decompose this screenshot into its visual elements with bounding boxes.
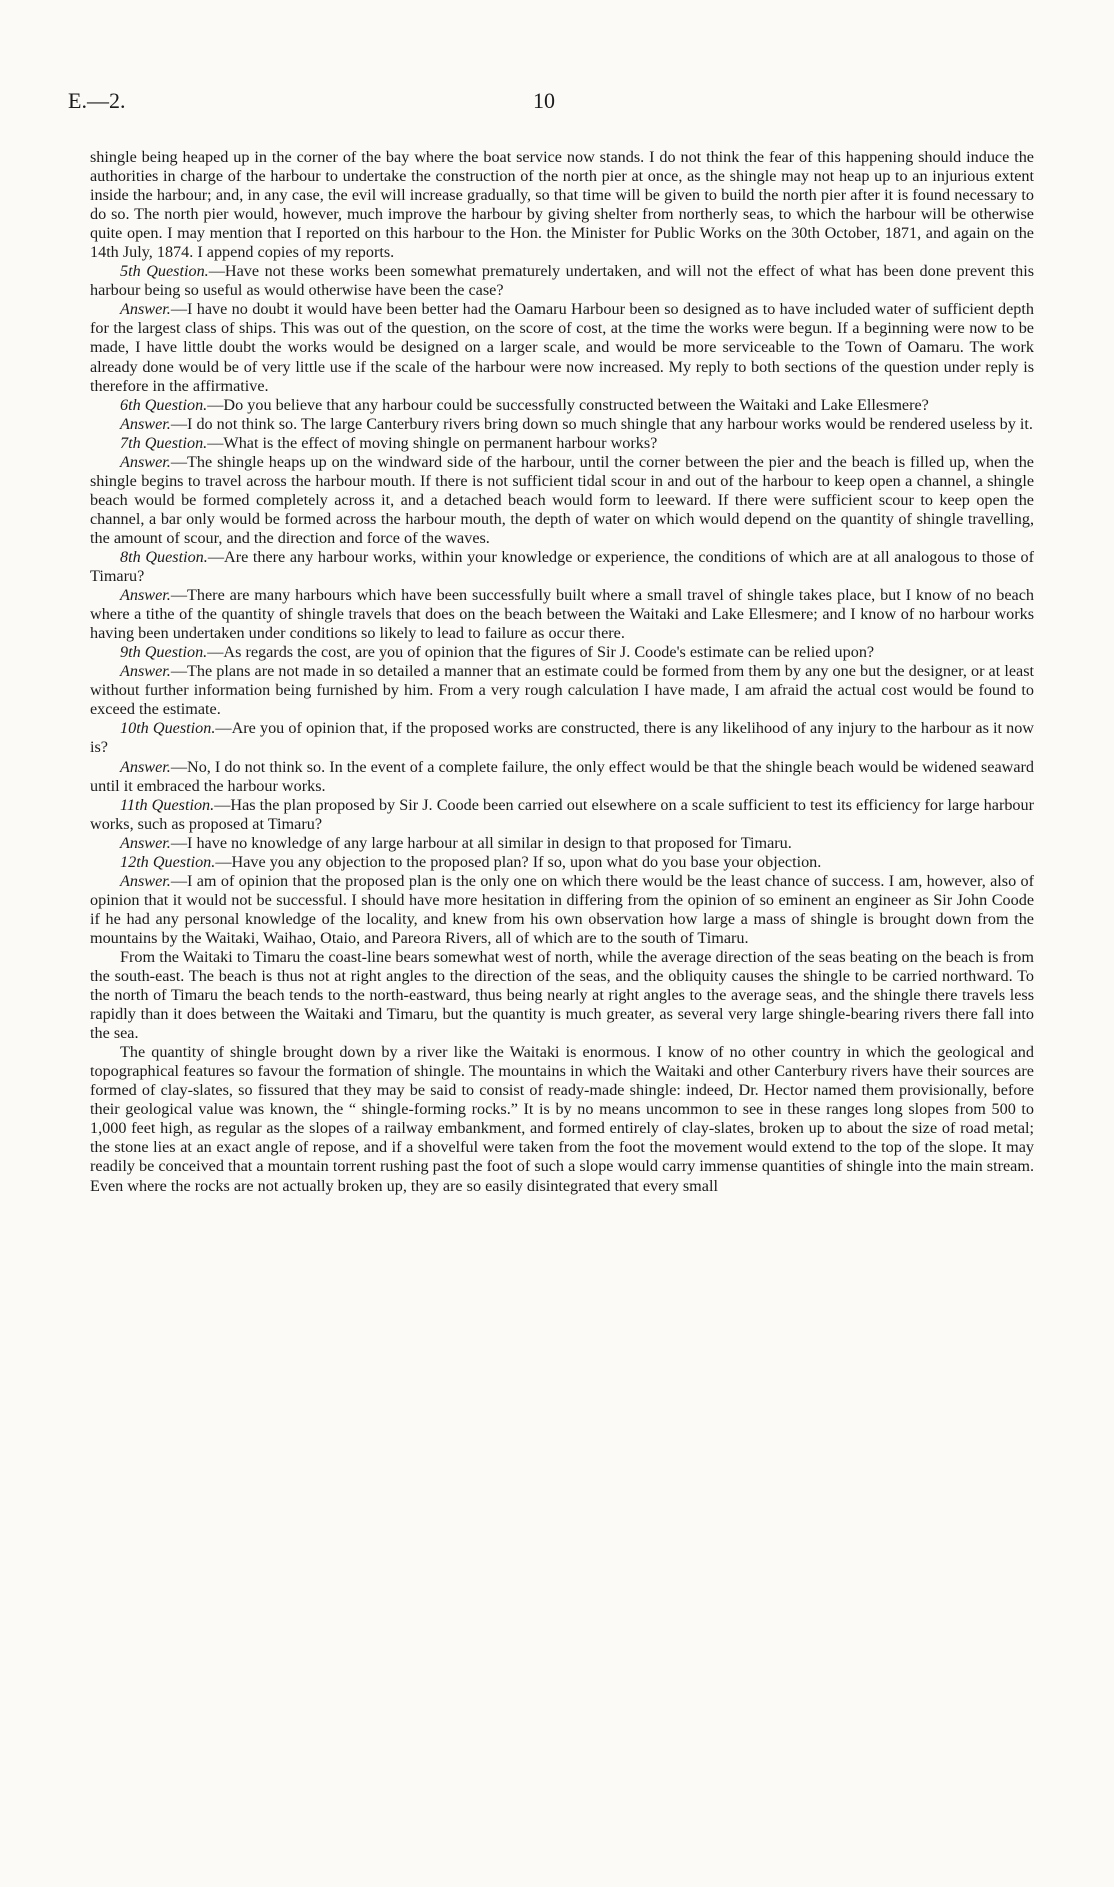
answer-label: Answer. (120, 452, 171, 471)
answer-paragraph (90, 453, 1034, 548)
answer-paragraph (90, 586, 1034, 643)
answer-label: Answer. (120, 414, 171, 433)
question-label: 6th Question. (120, 395, 208, 414)
answer-label: Answer. (120, 662, 171, 681)
answer-paragraph (90, 415, 1034, 434)
paragraph-text: —Have not these works been somewhat prematurely undertaken, and will not the effect of what has been done prevent this harbour being so useful as would otherwise have been the case? (90, 262, 1034, 300)
question-label: 8th Question. (120, 547, 208, 566)
document-body (90, 148, 1034, 1196)
paragraph (90, 1043, 1034, 1195)
paragraph-text: —I have no knowledge of any large harbour at all similar in design to that proposed for Timaru. (170, 833, 792, 852)
paragraph-text: —Are you of opinion that, if the proposed works are constructed, there is any likelihood of any injury to the harbour as it now is? (90, 719, 1034, 757)
document-reference: E.—2. (68, 88, 126, 113)
paragraph-text: —There are many harbours which have been successfully built where a small travel of shingle takes place, but I know of no beach where a tithe of the quantity of shingle travels that does on the beach between the Waitaki and Lake Ellesmere; and I know of no harbour works having been undertaken under conditions so likely to lead to failure as occur there. (90, 586, 1034, 643)
paragraph-text: —Has the plan proposed by Sir J. Coode been carried out elsewhere on a scale sufficient to test its efficiency for large harbour works, such as proposed at Timaru? (90, 795, 1035, 833)
paragraph-text: —As regards the cost, are you of opinion that the figures of Sir J. Coode's estimate can be relied upon? (207, 643, 875, 662)
answer-label: Answer. (120, 300, 171, 319)
paragraph-text: shingle being heaped up in the corner of the bay where the boat service now stands. I do not think the fear of this happening should induce the authorities in charge of the harbour to undertake the construction of the north pier at once, as the shingle may not heap up to an injurious extent inside the harbour; and, in any case, the evil will increase gradually, so that time will be given to build the north pier after it is found necessary to do so. The north pier would, however, much improve the harbour by giving shelter from northerly seas, to which the harbour will be otherwise quite open. I may mention that I reported on this harbour to the Hon. the Minister for Public Works on the 30th October, 1871, and again on the 14th July, 1874. I append copies of my reports. (90, 148, 1034, 262)
question-label: 5th Question. (120, 262, 209, 281)
question-paragraph (90, 548, 1034, 586)
answer-paragraph (90, 300, 1034, 395)
question-paragraph (90, 262, 1034, 300)
paragraph-text: —What is the effect of moving shingle on permanent harbour works? (207, 433, 658, 452)
answer-label: Answer. (120, 586, 171, 605)
answer-paragraph (90, 872, 1034, 948)
paragraph-text: —No, I do not think so. In the event of a complete failure, the only effect would be that the shingle beach would be widened seaward until it embraced the harbour works. (90, 757, 1034, 795)
question-label: 11th Question. (120, 795, 215, 814)
paragraph (90, 148, 1034, 262)
question-paragraph (90, 434, 1034, 453)
paragraph-text: —Are there any harbour works, within your knowledge or experience, the conditions of which are at all analogous to those of Timaru? (90, 547, 1034, 586)
question-label: 7th Question. (120, 433, 208, 452)
question-label: 9th Question. (120, 643, 208, 662)
answer-paragraph (90, 758, 1034, 796)
question-paragraph (90, 643, 1034, 662)
question-paragraph (90, 719, 1034, 757)
paragraph-text: The quantity of shingle brought down by a river like the Waitaki is enormous. I know of no other country in which the geological and topographical features so favour the formation of shingle. The mountains in which the Waitaki and other Canterbury rivers have their sources are formed of clay-slates, so fissured that they may be said to consist of ready-made shingle: indeed, Dr. Hector named them provisionally, before their geological value was known, the “ shingle-forming rocks.” It is by no means uncommon to see in these ranges long slopes from 500 to 1,000 feet high, as regular as the slopes of a railway embankment, and formed entirely of clay-slates, broken up to about the size of road metal; the stone lies at an exact angle of repose, and if a shovelful were taken from the foot the movement would extend to the top of the slope. It may readily be conceived that a mountain torrent rushing past the foot of such a slope would carry immense quantities of shingle into the main stream. Even where the rocks are not actually broken up, they are so easily disintegrated that every small (90, 1043, 1034, 1195)
paragraph-text: —I am of opinion that the proposed plan is the only one on which there would be the least chance of success. I am, however, also of opinion that it would not be successful. I should have more hesitation in differing from the opinion of so eminent an engineer as Sir John Coode if he had any personal knowledge of the locality, and knew from his own observation how large a mass of shingle is brought down from the mountains by the Waitaki, Waihao, Otaio, and Pareora Rivers, all of which are to the south of Timaru. (90, 871, 1034, 947)
question-label: 12th Question. (120, 852, 216, 871)
paragraph (90, 948, 1034, 1043)
paragraph-text: —I do not think so. The large Canterbury rivers bring down so much shingle that any harbour works would be rendered useless by it. (170, 414, 1033, 433)
answer-label: Answer. (120, 757, 171, 776)
page-header (68, 88, 1020, 122)
paragraph-text: From the Waitaki to Timaru the coast-line bears somewhat west of north, while the average direction of the seas beating on the beach is from the south-east. The beach is thus not at right angles to the direction of the seas, and the obliquity causes the shingle to be carried northward. To the north of Timaru the beach tends to the north-eastward, thus being nearly at right angles to the average seas, and the shingle there travels less rapidly than it does between the Waitaki and Timaru, but the quantity is much greater, as several very large shingle-bearing rivers there fall into the sea. (90, 947, 1034, 1043)
answer-paragraph (90, 834, 1034, 853)
answer-label: Answer. (120, 871, 171, 890)
question-paragraph (90, 853, 1034, 872)
paragraph-text: —The shingle heaps up on the windward side of the harbour, until the corner between the pier and the beach is filled up, when the shingle begins to travel across the harbour mouth. If there is not sufficient tidal scour in and out of the harbour to keep open a channel, a shingle beach would be formed completely across it, and a detached beach would form to leeward. If there were sufficient scour to keep open the channel, a bar only would be formed across the harbour mouth, the depth of water on which would depend on the quantity of shingle travelling, the amount of scour, and the direction and force of the waves. (90, 452, 1034, 547)
answer-paragraph (90, 662, 1034, 719)
paragraph-text: —Do you believe that any harbour could be successfully constructed between the Waitaki and Lake Ellesmere? (207, 395, 929, 414)
paragraph-text: —I have no doubt it would have been better had the Oamaru Harbour been so designed as to have included water of sufficient depth for the largest class of ships. This was out of the question, on the score of cost, at the time the works were begun. If a beginning were now to be made, I have little doubt the works would be designed on a larger scale, and would be more serviceable to the Town of Oamaru. The work already done would be of very little use if the scale of the harbour were now increased. My reply to both sections of the question under reply is therefore in the affirmative. (90, 300, 1034, 395)
paragraph-text: —Have you any objection to the proposed plan? If so, upon what do you base your objection. (215, 852, 822, 871)
page-number: 10 (533, 88, 555, 113)
question-paragraph (90, 396, 1034, 415)
question-paragraph (90, 796, 1034, 834)
question-label: 10th Question. (120, 719, 216, 738)
paragraph-text: —The plans are not made in so detailed a manner that an estimate could be formed from them by any one but the designer, or at least without further information being furnished by him. From a very rough calculation I have made, I am afraid the actual cost would be found to exceed the estimate. (90, 662, 1034, 719)
answer-label: Answer. (120, 833, 171, 852)
